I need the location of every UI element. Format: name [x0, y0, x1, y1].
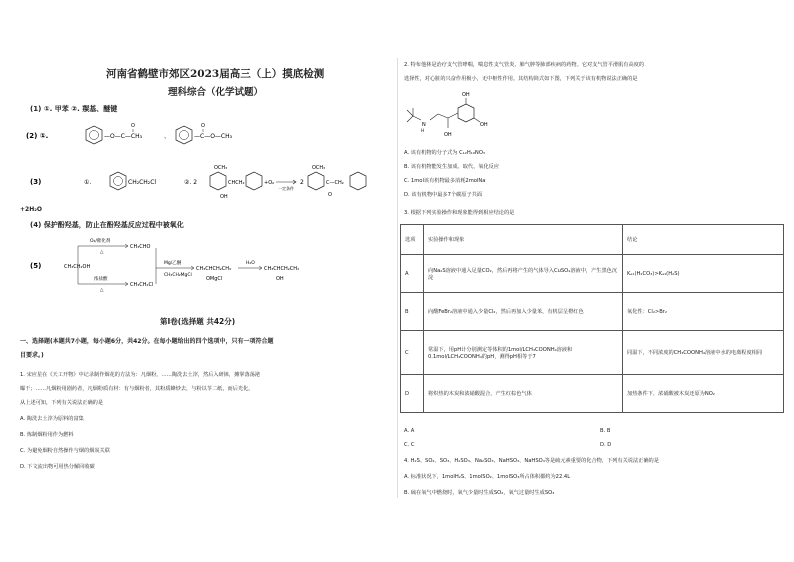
svg-text:CH₃CHCH₂CH₃: CH₃CHCH₂CH₃: [264, 266, 300, 272]
svg-text:CH₃CH₂MgCl: CH₃CH₂MgCl: [164, 273, 192, 278]
row-option: [401, 375, 424, 413]
choice-intro-2: 目要求。): [20, 352, 44, 359]
table-row: [401, 331, 784, 375]
svg-text:OH: OH: [444, 132, 452, 138]
q2-option-b: B. 该有机物能发生加成、取代、氧化反应: [404, 164, 500, 170]
svg-text:CH₃CHCH₂CH₃: CH₃CHCH₂CH₃: [196, 266, 232, 272]
doc-subtitle: 理科综合（化学试题）: [168, 87, 264, 98]
svg-text:OH: OH: [480, 122, 488, 128]
row-option: [401, 293, 424, 331]
table-row: [401, 255, 784, 293]
q1-line3: 从上述可知，下列有关说法正确的是: [20, 400, 104, 406]
row-conclusion: [623, 255, 784, 293]
row-conclusion-text: 加热条件下，浓硝酸被木炭还原为NO₂: [627, 391, 715, 397]
svg-text:CH₃CH₂Cl: CH₃CH₂Cl: [130, 282, 154, 288]
table-header-conclusion: [623, 225, 784, 255]
svg-text:Mg/乙醚: Mg/乙醚: [164, 261, 182, 266]
row-operation: [424, 331, 623, 375]
table-header-option: [401, 225, 424, 255]
q4-stem: 4. H₂S、SO₂、SO₃、H₂SO₃、Na₂SO₃、NaHSO₃、NaHSO₄等是硫元素重要的化合物，下列有关说法正确的是: [404, 458, 659, 464]
svg-text:(3): (3): [30, 178, 42, 186]
svg-text:H₂O: H₂O: [246, 261, 255, 266]
q3-option-b: B. B: [600, 428, 611, 434]
svg-text:OCH₃: OCH₃: [312, 165, 326, 171]
svg-text:浓盐酸: 浓盐酸: [94, 277, 108, 282]
row-operation: [424, 375, 623, 413]
row-operation-text: 常温下，用pH计分别测定等体积的1mol/LCH₃COONH₄溶液和0.1mol/LCH₃COONH₄的pH，测得pH相等于7: [428, 346, 573, 360]
header-option-text: 选项: [405, 237, 416, 243]
q4-option-a: A. 标准状况下，1molH₂S、1molSO₂、1molSO₃所占体积都约为22.4L: [404, 474, 571, 480]
benzene-ring-icon: [86, 126, 102, 144]
row-operation-text: 向酸FeBr₂溶液中通入少量Cl₂，然后再加入少量苯，有机层呈橙红色: [428, 309, 584, 315]
svg-text:①.: ①.: [84, 179, 92, 186]
svg-text:H: H: [421, 128, 425, 133]
q1-option-b: B. 炼制烟粉用作为燃料: [20, 432, 74, 438]
q1-line1: 1. 宋应星在《天工开物》中记录制作烟花的方法为：凡烟粉，……陶洗去土滓，然后入研钵，摊掌落荡泌: [20, 372, 261, 378]
q4-option-b: B. 硫在氧气中燃烧时，氧气少量时生成SO₂，氧气过量时生成SO₃: [404, 490, 555, 496]
svg-text:O: O: [131, 123, 135, 129]
svg-text:O: O: [328, 192, 332, 198]
row-option-text: C: [405, 349, 409, 356]
svg-text:OH: OH: [220, 194, 228, 200]
q3-option-a: A. A: [404, 428, 415, 434]
q3-option-d: D. D: [600, 442, 612, 448]
svg-text:△: △: [100, 250, 104, 255]
row-conclusion: [623, 293, 784, 331]
row-operation-text: 向Na₂S溶液中通入足量CO₂，然后再将产生的气体导入CuSO₄溶液中，产生黑色沉淀: [428, 267, 618, 281]
doc-title: 河南省鹤壁市郊区2023届高三（上）摸底检测: [106, 68, 325, 80]
svg-text:N: N: [422, 122, 426, 128]
header-operation-text: 实验操作和现象: [428, 237, 465, 243]
answer-5-synthesis-route: [24, 232, 384, 300]
row-conclusion: [623, 375, 784, 413]
row-option-text: D: [405, 390, 409, 397]
experiment-table: [400, 224, 784, 413]
svg-text:一定条件: 一定条件: [278, 186, 294, 191]
answer-2-structures: [24, 118, 384, 158]
answer-1: (1) ①. 甲苯 ②. 羰基、醚键: [30, 105, 118, 113]
svg-text:C—CH₂: C—CH₂: [326, 180, 344, 186]
table-row: [401, 293, 784, 331]
q2-option-a: A. 该有机物的分子式为 C₁₂H₁₉NO₃: [404, 150, 485, 156]
svg-text:、: 、: [164, 133, 171, 140]
svg-text:2: 2: [300, 179, 304, 186]
svg-text:CH₃CHO: CH₃CHO: [130, 244, 151, 250]
q3-option-c: C. C: [404, 442, 415, 448]
row-option: [401, 255, 424, 293]
table-header-row: [401, 225, 784, 255]
svg-text:(5): (5): [30, 262, 42, 270]
q2-option-d: D. 该有机物中最多7个碳原子共面: [404, 192, 483, 198]
row-operation: [424, 293, 623, 331]
svg-text:CH₂CH₂Cl: CH₂CH₂Cl: [128, 179, 157, 186]
q1-option-c: C. 为避免烟粉自然操作与烟的烟炭关联: [20, 448, 110, 454]
row-option-text: B: [405, 308, 409, 315]
row-operation: [424, 255, 623, 293]
q2-line2: 选择性，对心脏的兴奋作用极小，无中枢性作用。其结构简式如下图，下列关于该有机物说法正确的是: [404, 76, 638, 82]
answer-4: (4) 保护酚羟基，防止在酚羟基反应过程中被氧化: [30, 221, 184, 229]
terbutaline-structure: [404, 88, 524, 144]
svg-text:OCH₃: OCH₃: [214, 165, 228, 171]
q2-option-c: C. 1mol该有机物最多消耗2molNa: [404, 178, 486, 184]
svg-text:O: O: [201, 123, 205, 129]
header-conclusion-text: 结论: [627, 237, 638, 243]
row-option: [401, 331, 424, 375]
choice-intro-1: 一、选择题(本题共7小题，每小题6分，共42分。在每小题给出的四个选项中，只有一项符合题: [20, 338, 274, 345]
q1-option-a: A. 陶洗去土滓为原料的富集: [20, 416, 84, 422]
svg-text:(2) ①.: (2) ①.: [26, 132, 49, 140]
row-conclusion: [623, 331, 784, 375]
answer-3-water: +2H₂O: [20, 206, 42, 213]
row-conclusion-text: Kₐ₁(H₂CO₃)>Kₐ₁(H₂S): [627, 270, 680, 277]
column-divider: [397, 58, 398, 498]
svg-text:OH: OH: [462, 92, 470, 98]
svg-text:—C—O—CH₃: —C—O—CH₃: [194, 133, 233, 140]
svg-text:+O₂: +O₂: [264, 180, 275, 186]
svg-text:OMgCl: OMgCl: [206, 276, 223, 282]
q1-option-d: D. 下文流出物可用热分解回收碳: [20, 464, 95, 470]
row-conclusion-text: 氧化性：Cl₂>Br₂: [627, 309, 668, 315]
q1-line2: 曝干；……凡烟粉用剧药者，凡烟粉质有材：有与烟粉者，其粉质蜂炒去，与粉以苓二纸，而后光化。: [20, 386, 254, 392]
svg-text:CHCH₂: CHCH₂: [228, 180, 245, 186]
q2-line1: 2. 特布他林是治疗支气管哮喘，喘息性支气管炎，肺气肿等肺部疾病的药物。它对支气管平滑肌有高度的: [404, 62, 645, 68]
answer-3-reaction: [24, 160, 384, 204]
q3-stem: 3. 根据下列实验操作和现象能得到相应结论的是: [404, 210, 515, 216]
table-row: [401, 375, 784, 413]
svg-text:OH: OH: [276, 276, 284, 282]
svg-text:②. 2: ②. 2: [184, 179, 198, 186]
svg-text:—O—C—CH₃: —O—C—CH₃: [104, 133, 143, 140]
table-header-operation: [424, 225, 623, 255]
svg-text:CH₃CH₂OH: CH₃CH₂OH: [64, 264, 91, 270]
svg-text:△: △: [100, 288, 104, 293]
section-heading: 第Ⅰ卷(选择题 共42分): [160, 317, 236, 326]
row-operation-text: 将炽热的木炭和浓硝酸混合，产生红棕色气体: [428, 391, 532, 397]
svg-text:O₂/催化剂: O₂/催化剂: [90, 239, 111, 244]
row-option-text: A: [405, 270, 409, 277]
row-conclusion-text: 同温下，不同浓度的CH₃COONH₄溶液中水的电离程度相同: [627, 350, 763, 356]
